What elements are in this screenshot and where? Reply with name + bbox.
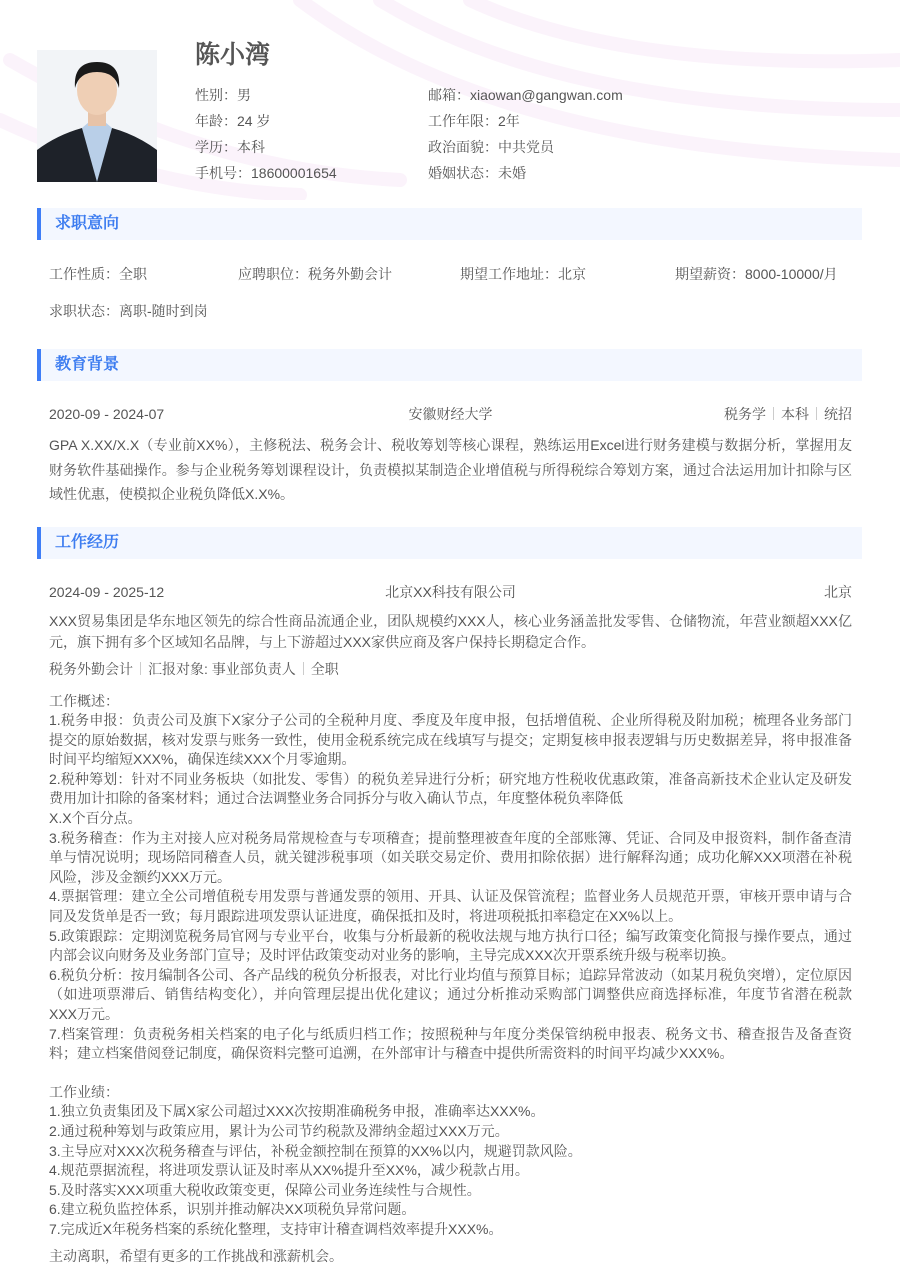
- achievement-item: 7.完成近X年税务档案的系统化整理，支持审计稽查调档效率提升XXX%。: [49, 1220, 503, 1237]
- overview-item: 1.税务申报：负责公司及旗下X家分子公司的全税种月度、季度及年度申报，包括增值税、企业所得税及附加税；梳理各业务部门提交的原始数据，核对发票与账务一致性，使用金税系统完成在线填写与提交；定期复核申报表逻辑与历史数据差异，将申报准备时间平均缩短XXX%，确保连续XXX个月零逾期。: [49, 712, 852, 768]
- education-period: 2020-09 - 2024-07: [49, 406, 165, 422]
- section-header-intention: 求职意向: [37, 208, 862, 240]
- overview-item: 6.税负分析：按月编制各公司、各产品线的税负分析报表，对比行业均值与预算目标；追踪异常波动（如某月税负突增），定位原因（如进项票滞后、销售结构变化），并向管理层提出优化建议；通过分析推动采购部门调整供应商选择标准，年度节省潜在税款XXX万元。: [49, 966, 852, 1022]
- intention-status: 求职状态：离职-随时到岗: [49, 303, 208, 319]
- info-education: 学历：本科: [195, 139, 265, 155]
- candidate-name: 陈小湾: [195, 41, 271, 69]
- achievement-item: 3.主导应对XXX次税务稽查与评估，补税金额控制在预算的XX%以内，规避罚款风险。: [49, 1142, 582, 1159]
- education-tags: 税务学 本科 统招: [724, 406, 852, 422]
- basic-info-right: [428, 82, 623, 186]
- section-header-work: 工作经历: [37, 527, 862, 559]
- achievement-item: 2.通过税种筹划与政策应用，累计为公司节约税款及滞纳金超过XXX万元。: [49, 1122, 509, 1139]
- achievement-item: 4.规范票据流程，将进项发票认证及时率从XX%提升至XX%，减少税款占用。: [49, 1162, 529, 1179]
- info-political: 政治面貌：中共党员: [428, 139, 554, 155]
- achievement-item: 6.建立税负监控体系，识别并推动解决XX项税负异常问题。: [49, 1201, 416, 1218]
- work-achievements: [49, 1083, 852, 1240]
- work-tags: 税务外勤会计 汇报对象: 事业部负责人 全职: [49, 660, 339, 677]
- leave-reason: 主动离职，希望有更多的工作挑战和涨薪机会。: [49, 1247, 343, 1264]
- work-company: 北京XX科技有限公司: [385, 583, 516, 600]
- profile-photo: [37, 50, 157, 182]
- resume-body: [0, 208, 900, 1286]
- education-row: [49, 404, 852, 424]
- overview-item: 2.税种筹划：针对不同业务板块（如批发、零售）的税负差异进行分析；研究地方性税收优惠政策，准备高新技术企业认定及研发费用加计扣除的备案材料；通过合法调整业务合同拆分与收入确认节点，年度整体税负率降低 X.X个百分点。: [49, 770, 852, 827]
- intention-work-type: 工作性质：全职: [49, 266, 147, 282]
- achievements-title: 工作业绩：: [49, 1083, 119, 1100]
- info-gender: 性别：男: [195, 87, 251, 103]
- overview-title: 工作概述：: [49, 692, 119, 709]
- overview-item: 5.政策跟踪：定期浏览税务局官网与专业平台，收集与分析最新的税收法规与地方执行口径；编写政策变化简报与操作要点，通过内部会议向财务及业务部门宣导；及时评估政策变动对业务的影响，主导完成XXX次开票系统升级与税率切换。: [49, 927, 852, 964]
- intention-row: [49, 264, 852, 284]
- achievement-item: 1.独立负责集团及下属X家公司超过XXX次按期准确税务申报，准确率达XXX%。: [49, 1103, 545, 1120]
- education-school: 安徽财经大学: [408, 406, 493, 422]
- overview-item: 7.档案管理：负责税务相关档案的电子化与纸质归档工作；按照税种与年度分类保管纳税申报表、税务文书、稽查报告及备查资料；建立档案借阅登记制度，确保资料完整可追溯，在外部审计与稽查中提供所需资料的时间平均减少XXX%。: [49, 1025, 852, 1062]
- info-age: 年龄：24 岁: [195, 113, 271, 129]
- info-work-years: 工作年限：2年: [428, 113, 520, 129]
- resume-header: [0, 0, 900, 208]
- education-description: GPA X.XX/X.X（专业前XX%），主修税法、税务会计、税收筹划等核心课程，熟练运用Excel进行财务建模与数据分析，掌握用友财务软件基础操作。参与企业税务筹划课程设计，负责模拟某制造企业增值税与所得税综合筹划方案，通过合法运用加计扣除与区域性优惠，使模拟企业税负降低X.X%。: [49, 437, 852, 502]
- overview-item: 4.票据管理：建立全公司增值税专用发票与普通发票的领用、开具、认证及保管流程；监督业务人员规范开票，审核开票申请与合同及发货单是否一致；每月跟踪进项发票认证进度，确保抵扣及时，将进项税抵扣率稳定在XX%以上。: [49, 888, 852, 925]
- intention-location: 期望工作地址：北京: [460, 266, 586, 282]
- basic-info-left: [195, 82, 337, 186]
- work-period: 2024-09 - 2025-12: [49, 583, 165, 600]
- info-phone: 手机号：18600001654: [195, 165, 337, 181]
- intention-position: 应聘职位：税务外勤会计: [238, 266, 392, 282]
- intention-salary: 期望薪资：8000-10000/月: [675, 266, 838, 282]
- overview-item: 3.税务稽查：作为主对接人应对税务局常规检查与专项稽查；提前整理被查年度的全部账簿、凭证、合同及申报资料，制作备查清单与情况说明；现场陪同稽查人员，就关键涉税事项（如关联交易定价、费用扣除依据）进行解释沟通；成功化解XXX项潜在补税风险，涉及金额约XXX万元。: [49, 829, 852, 885]
- section-header-education: 教育背景: [37, 349, 862, 381]
- work-overview: [49, 692, 852, 1064]
- company-description: XXX贸易集团是华东地区领先的综合性商品流通企业，团队规模约XXX人，核心业务涵盖批发零售、仓储物流，年营业额超XXX亿元，旗下拥有多个区域知名品牌，与上下游超过XXX家供应商及客户保持长期稳定合作。: [49, 612, 852, 650]
- work-city: 北京: [824, 583, 852, 600]
- info-email: 邮箱：xiaowan@gangwan.com: [428, 87, 623, 103]
- info-marital: 婚姻状态：未婚: [428, 165, 526, 181]
- work-row: [49, 582, 852, 602]
- achievement-item: 5.及时落实XXX项重大税收政策变更，保障公司业务连续性与合规性。: [49, 1181, 481, 1198]
